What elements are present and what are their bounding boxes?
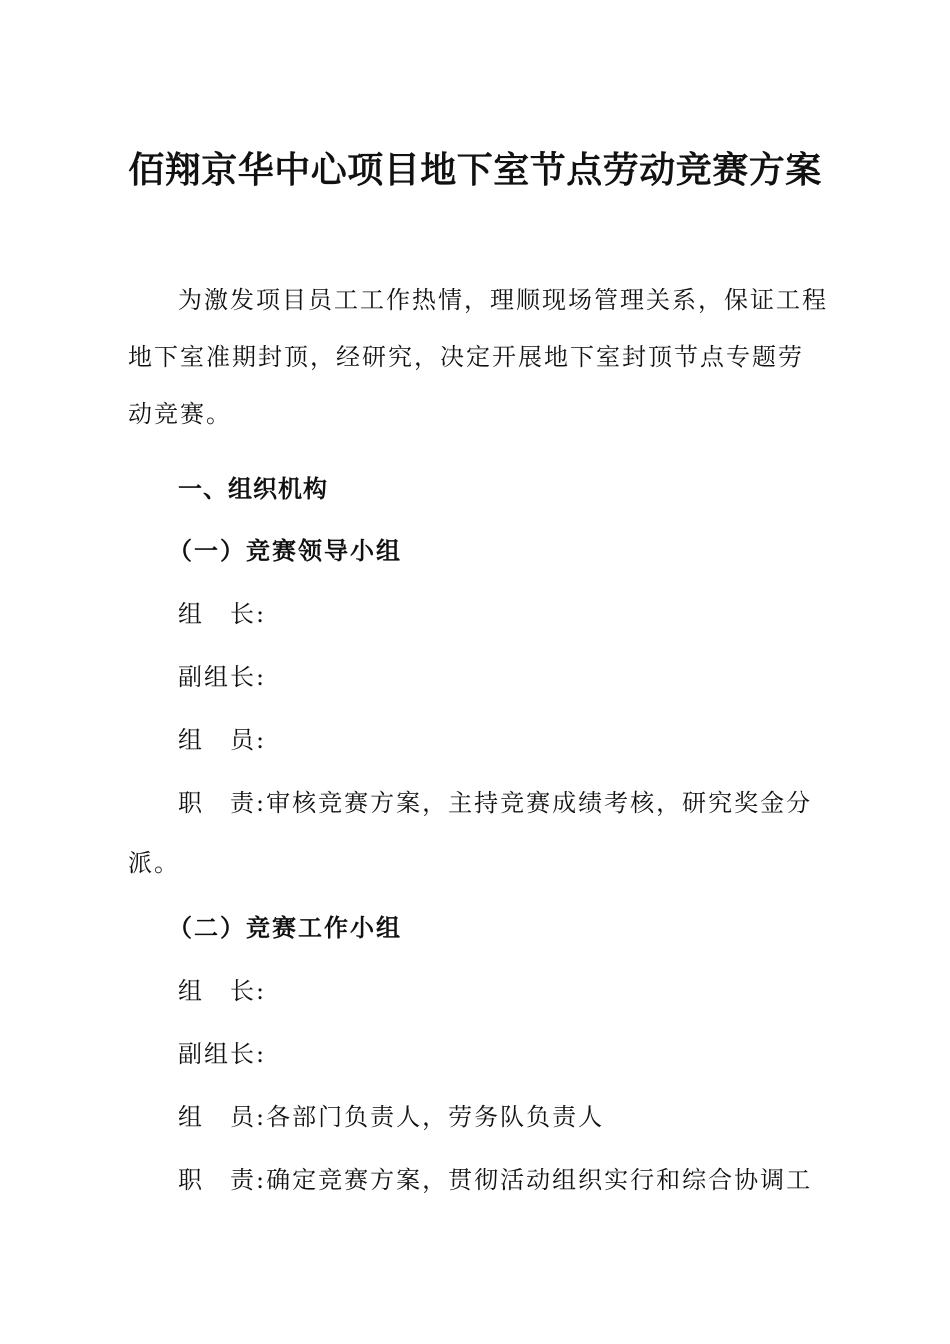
working-duty-label: 职 责: <box>178 1166 267 1194</box>
subsection-heading-working-group: （二）竞赛工作小组 <box>168 914 402 942</box>
working-duty-row <box>178 1160 812 1200</box>
leadership-duty-text: 审核竞赛方案，主持竞赛成绩考核，研究奖金分派。 <box>128 789 813 877</box>
leadership-members-label: 组 员: <box>178 726 267 754</box>
leadership-duty-label: 职 责: <box>178 789 267 817</box>
working-members-row <box>178 1097 604 1137</box>
working-leader-row <box>178 971 266 1011</box>
document-title: 佰翔京华中心项目地下室节点劳动竞赛方案 <box>128 149 822 191</box>
working-members-label: 组 员: <box>178 1103 267 1131</box>
leadership-deputy-label: 副组长: <box>178 663 267 691</box>
working-deputy-label: 副组长: <box>178 1040 267 1068</box>
leadership-members-row <box>178 720 266 760</box>
working-duty-text: 确定竞赛方案，贯彻活动组织实行和综合协调工 <box>266 1166 813 1194</box>
leadership-leader-row <box>178 594 266 634</box>
working-members-text: 各部门负责人，劳务队负责人 <box>266 1103 605 1131</box>
working-deputy-row <box>178 1034 266 1074</box>
section-heading-organization: 一、组织机构 <box>178 475 328 503</box>
leadership-deputy-row <box>178 657 266 697</box>
leadership-leader-label: 组 长: <box>178 600 267 628</box>
intro-paragraph: 为激发项目员工工作热情，理顺现场管理关系，保证工程地下室准期封顶，经研究，决定开展地下室封顶节点专题劳动竞赛。 <box>128 286 828 428</box>
working-leader-label: 组 长: <box>178 977 267 1005</box>
subsection-heading-leadership-group: （一）竞赛领导小组 <box>168 537 402 565</box>
leadership-duty-paragraph <box>128 773 833 893</box>
